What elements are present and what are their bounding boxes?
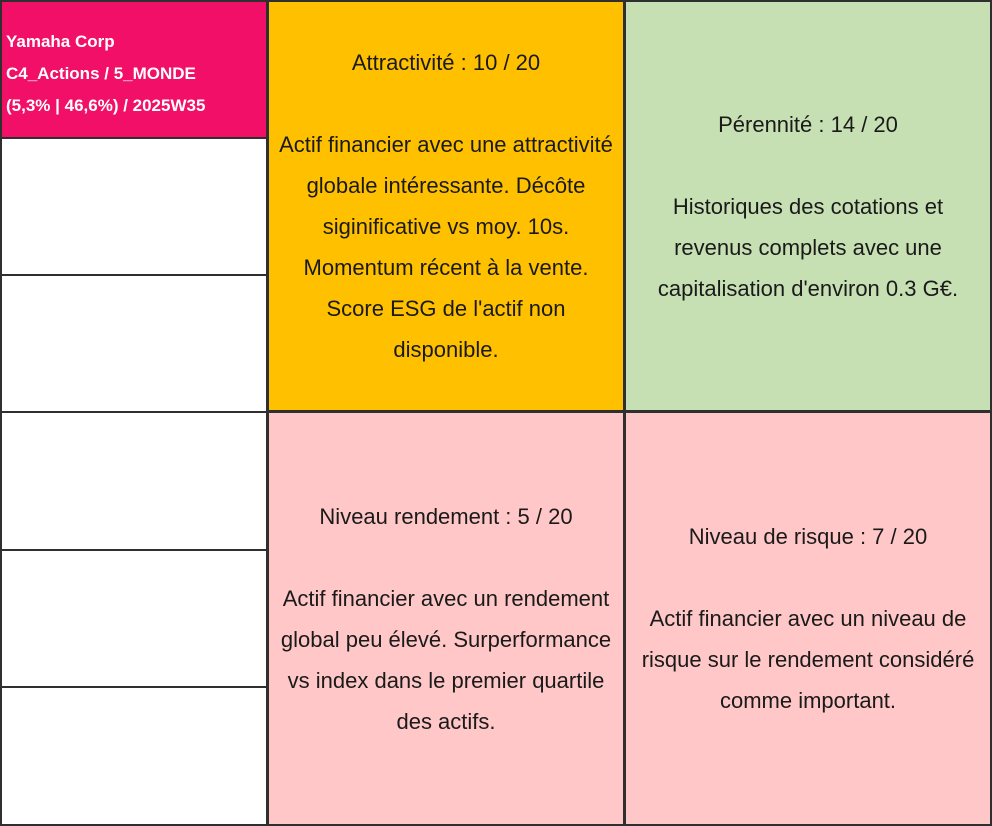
blank-cell: [0, 137, 268, 276]
perennite-cell: [624, 0, 992, 412]
blank-cell: [0, 549, 268, 688]
asset-category: C4_Actions / 5_MONDE: [6, 64, 196, 83]
blank-cell: [0, 274, 268, 413]
attractivite-title: Attractivité : 10 / 20: [351, 50, 541, 75]
rendement-cell: [267, 411, 625, 826]
rendement-description: Actif financier avec un rendement global peu élevé. Surperformance vs index dans le premier quartile des actifs.: [280, 585, 612, 734]
rendement-title: Niveau rendement : 5 / 20: [319, 503, 573, 529]
attractivite-description: Actif financier avec une attractivité globale intéressante. Décôte siginificative vs moy. 10s. Momentum récent à la vente. Score ESG de l'actif non disponible.: [279, 132, 613, 362]
risque-cell: [624, 411, 992, 826]
blank-cell: [0, 411, 268, 551]
risque-title: Niveau de risque : 7 / 20: [688, 524, 928, 549]
risque-description: Actif financier avec un niveau de risque sur le rendement considéré comme important.: [641, 606, 975, 713]
attractivite-cell: [267, 0, 625, 412]
asset-header: [0, 0, 268, 139]
asset-stats: (5,3% | 46,6%) / 2025W35: [6, 96, 206, 115]
asset-name: Yamaha Corp: [6, 32, 115, 51]
perennite-title: Pérennité : 14 / 20: [718, 111, 898, 137]
perennite-description: Historiques des cotations et revenus complets avec une capitalisation d'environ 0.3 G€.: [657, 193, 959, 301]
blank-cell: [0, 686, 268, 826]
